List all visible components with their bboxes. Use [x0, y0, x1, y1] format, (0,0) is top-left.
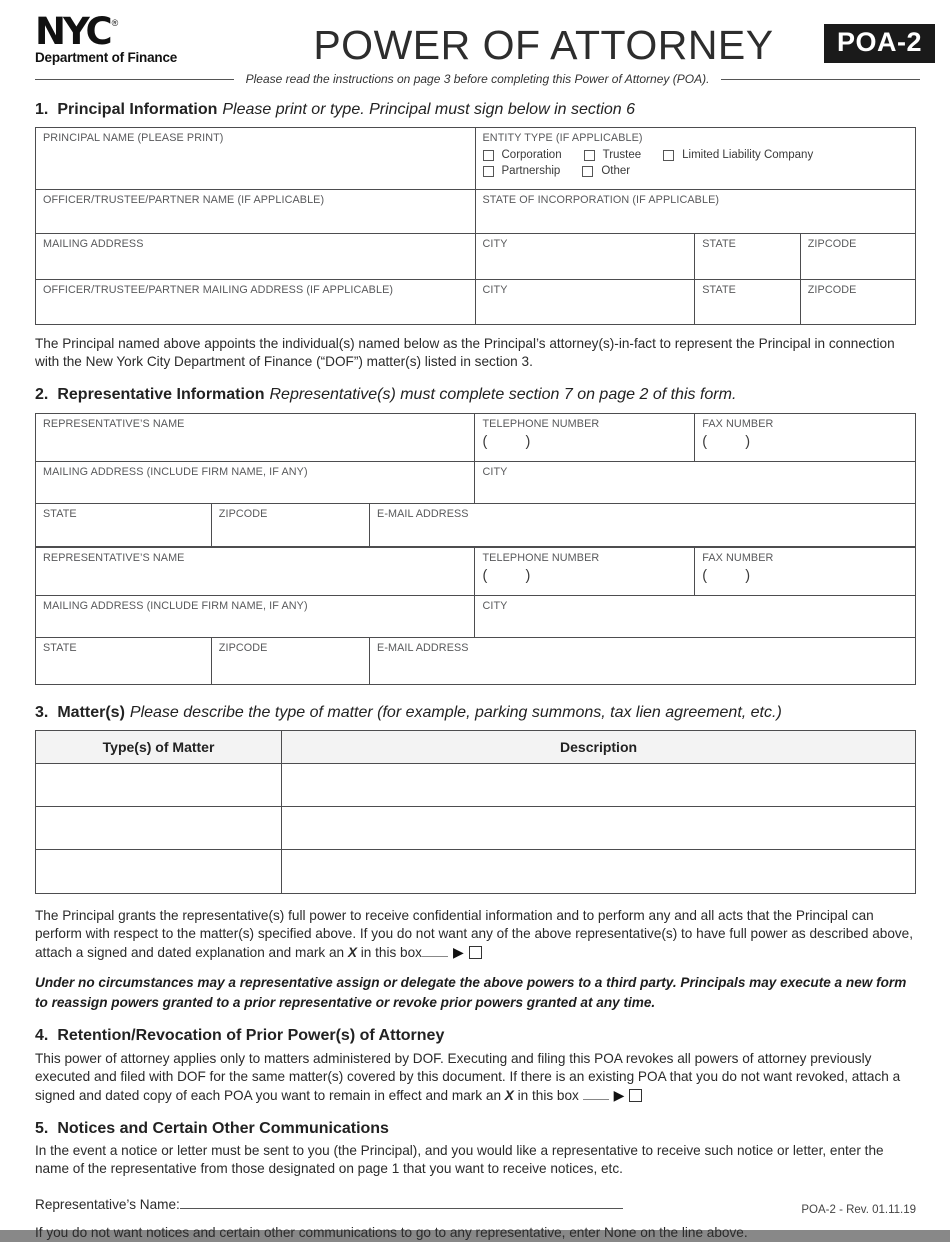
city-cell[interactable]	[476, 234, 696, 280]
entity-type-options	[483, 149, 908, 177]
header	[0, 0, 950, 69]
state-of-incorporation-cell[interactable]	[476, 190, 915, 234]
state-label: STATE	[702, 238, 736, 251]
grant-text-1: The Principal grants the representative(s) full power to receive confidential information and to perform any and all acts that the Principal can perform with respect to the matter(s) specified above. If you do not want any of the above representative(s) to have full power as described above, attach a signed and dated explanation and mark an	[35, 907, 914, 960]
rep2-email-label: E-MAIL ADDRESS	[377, 641, 469, 654]
rep1-zipcode-label: ZIPCODE	[218, 507, 268, 520]
rep2-state-label: STATE	[43, 641, 77, 654]
grant-x-mark: X	[347, 944, 357, 960]
representative-name-input[interactable]	[180, 1196, 623, 1209]
mailing-address-label: MAILING ADDRESS	[43, 238, 144, 251]
officer-state-label: STATE	[702, 284, 736, 297]
rep2-email-cell[interactable]	[370, 638, 915, 684]
grant-paragraph	[35, 907, 916, 962]
no-delegation-notice: Under no circumstances may a representative assign or delegate the above powers to a third party. Principals may execute a new form to reassign powers granted to a prior representative or revoke prior powers granted at any time.	[35, 974, 907, 1010]
section1-subtitle: Please print or type. Principal must sign below in section 6	[222, 101, 636, 118]
officer-mailing-address-cell[interactable]	[36, 280, 476, 324]
matter-row3-description-cell[interactable]	[282, 850, 915, 893]
rep2-zipcode-cell[interactable]	[212, 638, 370, 684]
rep1-telephone-label: TELEPHONE NUMBER	[482, 417, 600, 430]
rep1-mailing-address-cell[interactable]	[36, 462, 475, 504]
right-arrow-icon: ▶	[452, 943, 464, 960]
rep1-email-label: E-MAIL ADDRESS	[377, 507, 469, 520]
none-footnote: If you do not want notices and certain other communications to go to any representative, enter None on the line above.	[35, 1225, 748, 1241]
principal-name-label: PRINCIPAL NAME (PLEASE PRINT)	[43, 132, 224, 145]
retention-text-1: This power of attorney applies only to matters administered by DOF. Executing and filing this POA revokes all powers of attorney previously executed and filed with DOF for the same matter(s) covered by this document. If there is an existing POA that you do not want revoked, attach a signed and dated copy of each POA you want to remain in effect and mark an	[35, 1050, 901, 1103]
officer-mailing-address-label: OFFICER/TRUSTEE/PARTNER MAILING ADDRESS (IF APPLICABLE)	[43, 284, 394, 297]
principal-name-cell[interactable]	[36, 128, 476, 190]
entity-option-other	[582, 165, 630, 177]
retention-text-2: in this box	[513, 1087, 583, 1103]
revision-footer: POA-2 - Rev. 01.11.19	[801, 1204, 916, 1216]
divider-line-left	[35, 79, 234, 80]
section5-heading	[35, 1119, 916, 1138]
rep1-zipcode-cell[interactable]	[212, 504, 370, 548]
matter-row3-type-cell[interactable]	[36, 850, 282, 893]
section4-heading	[35, 1026, 916, 1045]
principal-info-table	[35, 127, 916, 325]
section3-title: Matter(s)	[57, 703, 125, 721]
officer-zipcode-cell[interactable]	[801, 280, 915, 324]
notices-paragraph: In the event a notice or letter must be sent to you (the Principal), and you would like a representative to receive such notice or letter, enter the name of the representative from those designated on page 1 that you want to receive notices, etc.	[35, 1142, 884, 1177]
rep2-name-label: REPRESENTATIVE’S NAME	[43, 551, 185, 564]
section3-heading	[35, 703, 916, 722]
rep1-email-cell[interactable]	[370, 504, 915, 548]
nyc-brand-text: NYC	[35, 10, 110, 53]
rep1-fax-label: FAX NUMBER	[702, 417, 774, 430]
rep2-zipcode-label: ZIPCODE	[218, 641, 268, 654]
mailing-address-cell[interactable]	[36, 234, 476, 280]
zipcode-label: ZIPCODE	[807, 238, 857, 251]
rep2-city-cell[interactable]	[475, 596, 915, 638]
rep1-fax-cell[interactable]	[695, 414, 915, 462]
representative-name-label: Representative’s Name:	[35, 1197, 180, 1213]
rep1-name-label: REPRESENTATIVE’S NAME	[43, 417, 185, 430]
city-label: CITY	[482, 238, 508, 251]
state-of-incorporation-label: STATE OF INCORPORATION (IF APPLICABLE)	[482, 194, 720, 207]
rep1-state-cell[interactable]	[36, 504, 212, 548]
entity-option-trustee	[584, 149, 642, 161]
rep1-fax-parens: ( )	[702, 433, 753, 450]
section1-heading	[35, 100, 916, 119]
rep1-telephone-cell[interactable]	[475, 414, 695, 462]
entity-option-corporation	[483, 149, 562, 161]
llc-label: Limited Liability Company	[682, 149, 814, 162]
rep2-name-cell[interactable]	[36, 548, 475, 596]
matter-row1-type-cell[interactable]	[36, 764, 282, 807]
rep2-telephone-label: TELEPHONE NUMBER	[482, 551, 600, 564]
matters-table	[35, 730, 916, 894]
section2-title: Representative Information	[57, 386, 265, 404]
partnership-label: Partnership	[501, 165, 561, 178]
representative-info-table	[35, 413, 916, 685]
department-name: Department of Finance	[35, 50, 178, 66]
instruction-divider	[35, 72, 920, 86]
registered-mark: ®	[111, 18, 119, 28]
right-arrow-icon: ▶	[613, 1086, 625, 1103]
officer-name-label: OFFICER/TRUSTEE/PARTNER NAME (IF APPLICABLE)	[43, 194, 325, 207]
entity-option-partnership	[483, 165, 561, 177]
rep2-fax-parens: ( )	[702, 567, 753, 584]
rep1-telephone-parens: ( )	[482, 433, 533, 450]
rep2-mailing-address-label: MAILING ADDRESS (INCLUDE FIRM NAME, IF ANY)	[43, 599, 308, 612]
rep2-telephone-parens: ( )	[482, 567, 533, 584]
entity-type-label: ENTITY TYPE (IF APPLICABLE)	[482, 132, 643, 145]
rep2-telephone-cell[interactable]	[475, 548, 695, 596]
entity-type-cell	[476, 128, 915, 190]
officer-zipcode-label: ZIPCODE	[807, 284, 857, 297]
rep1-name-cell[interactable]	[36, 414, 475, 462]
rep2-state-cell[interactable]	[36, 638, 212, 684]
rep2-fax-cell[interactable]	[695, 548, 915, 596]
rep1-state-label: STATE	[43, 507, 77, 520]
officer-city-label: CITY	[482, 284, 508, 297]
officer-state-cell[interactable]	[695, 280, 800, 324]
retain-prior-poa-checkbox[interactable]	[629, 1089, 642, 1102]
section5-number: 5.	[35, 1119, 49, 1137]
appointment-paragraph: The Principal named above appoints the individual(s) named below as the Principal’s attorney(s)-in-fact to represent the Principal in connection with the New York City Department of Finance (“DOF”) matter(s) listed in section 3.	[35, 336, 895, 370]
section1-number: 1.	[35, 101, 49, 118]
retention-blank-line	[583, 1088, 609, 1100]
section4-number: 4.	[35, 1027, 49, 1045]
other-label: Other	[601, 165, 631, 178]
rep1-city-label: CITY	[482, 465, 508, 478]
section5-title: Notices and Certain Other Communications	[57, 1119, 389, 1137]
instruction-text: Please read the instructions on page 3 before completing this Power of Attorney (POA).	[245, 72, 710, 86]
section3-number: 3.	[35, 703, 49, 721]
matters-header-description: Description	[282, 731, 915, 764]
corporation-label: Corporation	[501, 149, 562, 162]
representative-name-line	[35, 1196, 916, 1212]
grant-blank-line	[422, 945, 448, 957]
partnership-checkbox[interactable]	[483, 166, 494, 177]
matter-row1-description-cell[interactable]	[282, 764, 915, 807]
matter-row2-type-cell[interactable]	[36, 807, 282, 850]
entity-option-llc	[663, 149, 813, 161]
section2-heading	[35, 385, 916, 404]
retention-x-mark: X	[504, 1087, 514, 1103]
other-checkbox[interactable]	[582, 166, 593, 177]
nyc-dof-logo	[35, 10, 263, 66]
retention-paragraph	[35, 1050, 916, 1105]
corporation-checkbox[interactable]	[483, 150, 494, 161]
nyc-logotype	[35, 10, 263, 53]
grant-text-2: in this box	[356, 944, 422, 960]
rep2-city-label: CITY	[482, 599, 508, 612]
section2-number: 2.	[35, 386, 49, 404]
officer-city-cell[interactable]	[476, 280, 696, 324]
divider-line-right	[721, 79, 920, 80]
matters-header-type: Type(s) of Matter	[36, 731, 282, 764]
form-code-badge: POA-2	[824, 24, 935, 63]
trustee-checkbox[interactable]	[584, 150, 595, 161]
rep1-city-cell[interactable]	[475, 462, 915, 504]
section3-subtitle: Please describe the type of matter (for example, parking summons, tax lien agreement, etc.)	[129, 703, 782, 721]
rep2-fax-label: FAX NUMBER	[702, 551, 774, 564]
rep1-mailing-address-label: MAILING ADDRESS (INCLUDE FIRM NAME, IF ANY)	[43, 465, 308, 478]
zipcode-cell[interactable]	[801, 234, 915, 280]
section1-title: Principal Information	[57, 101, 218, 118]
full-power-optout-checkbox[interactable]	[469, 946, 482, 959]
officer-name-cell[interactable]	[36, 190, 476, 234]
llc-checkbox[interactable]	[663, 150, 674, 161]
state-cell[interactable]	[695, 234, 800, 280]
section4-title: Retention/Revocation of Prior Power(s) of Attorney	[57, 1027, 445, 1045]
form-title: POWER OF ATTORNEY	[313, 22, 774, 68]
rep2-mailing-address-cell[interactable]	[36, 596, 475, 638]
section2-subtitle: Representative(s) must complete section 7 on page 2 of this form.	[269, 386, 737, 404]
trustee-label: Trustee	[602, 149, 642, 162]
matter-row2-description-cell[interactable]	[282, 807, 915, 850]
